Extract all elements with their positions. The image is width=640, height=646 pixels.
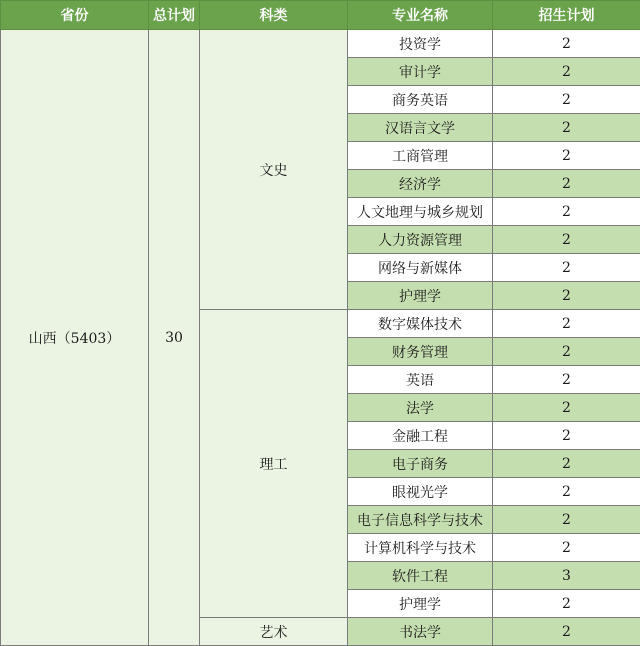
major-name-cell: 经济学 (348, 170, 493, 198)
major-name-cell: 人文地理与城乡规划 (348, 198, 493, 226)
major-name-cell: 投资学 (348, 30, 493, 58)
major-name-cell: 工商管理 (348, 142, 493, 170)
major-name-cell: 法学 (348, 394, 493, 422)
total-plan-cell: 30 (149, 30, 200, 646)
plan-count-cell: 2 (493, 618, 640, 646)
plan-count-cell: 2 (493, 86, 640, 114)
header-row (1, 1, 640, 30)
plan-count-cell: 2 (493, 254, 640, 282)
category-cell: 艺术 (200, 618, 348, 646)
major-name-cell: 电子信息科学与技术 (348, 506, 493, 534)
plan-count-cell: 2 (493, 450, 640, 478)
major-name-cell: 护理学 (348, 282, 493, 310)
category-cell: 理工 (200, 310, 348, 618)
major-name-cell: 商务英语 (348, 86, 493, 114)
table-row (1, 30, 640, 58)
header-category: 科类 (200, 1, 348, 30)
plan-count-cell: 2 (493, 226, 640, 254)
plan-count-cell: 2 (493, 590, 640, 618)
major-name-cell: 财务管理 (348, 338, 493, 366)
plan-count-cell: 2 (493, 366, 640, 394)
category-cell: 文史 (200, 30, 348, 310)
plan-count-cell: 2 (493, 170, 640, 198)
plan-count-cell: 2 (493, 338, 640, 366)
table-body (1, 30, 640, 646)
header-major: 专业名称 (348, 1, 493, 30)
header-plan: 招生计划 (493, 1, 640, 30)
major-name-cell: 网络与新媒体 (348, 254, 493, 282)
plan-count-cell: 2 (493, 422, 640, 450)
plan-count-cell: 2 (493, 142, 640, 170)
plan-count-cell: 2 (493, 394, 640, 422)
major-name-cell: 数字媒体技术 (348, 310, 493, 338)
plan-count-cell: 2 (493, 310, 640, 338)
plan-count-cell: 2 (493, 198, 640, 226)
major-name-cell: 人力资源管理 (348, 226, 493, 254)
major-name-cell: 护理学 (348, 590, 493, 618)
plan-count-cell: 2 (493, 534, 640, 562)
major-name-cell: 审计学 (348, 58, 493, 86)
plan-count-cell: 2 (493, 114, 640, 142)
major-name-cell: 英语 (348, 366, 493, 394)
table-header (1, 1, 640, 30)
major-name-cell: 眼视光学 (348, 478, 493, 506)
major-name-cell: 汉语言文学 (348, 114, 493, 142)
header-province: 省份 (1, 1, 149, 30)
major-name-cell: 书法学 (348, 618, 493, 646)
plan-count-cell: 2 (493, 30, 640, 58)
major-name-cell: 软件工程 (348, 562, 493, 590)
major-name-cell: 计算机科学与技术 (348, 534, 493, 562)
header-total: 总计划 (149, 1, 200, 30)
province-cell: 山西（5403） (1, 30, 149, 646)
plan-count-cell: 2 (493, 282, 640, 310)
plan-count-cell: 2 (493, 478, 640, 506)
major-name-cell: 电子商务 (348, 450, 493, 478)
plan-count-cell: 3 (493, 562, 640, 590)
plan-count-cell: 2 (493, 58, 640, 86)
major-name-cell: 金融工程 (348, 422, 493, 450)
plan-count-cell: 2 (493, 506, 640, 534)
